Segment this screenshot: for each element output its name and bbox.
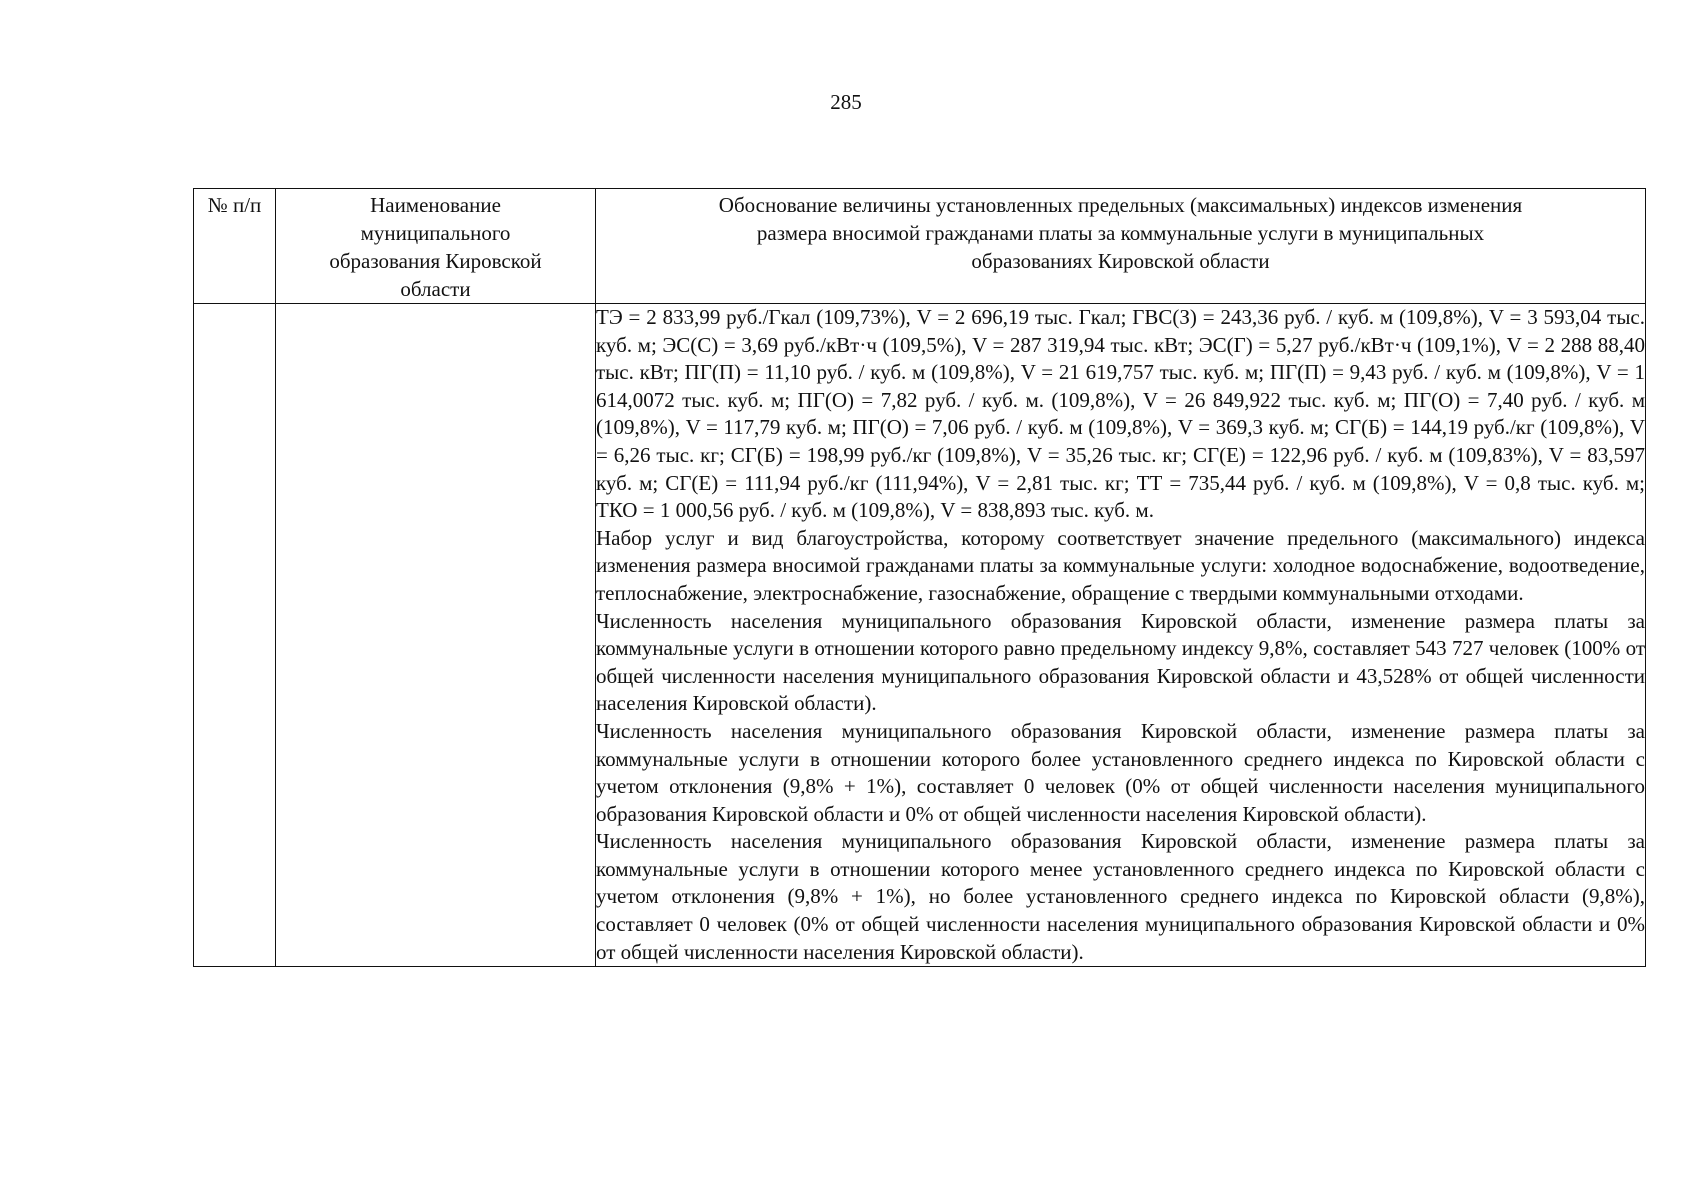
- index-justification-table: [193, 188, 1646, 967]
- row-number-cell: [194, 304, 276, 967]
- population-between-index-paragraph: Численность населения муниципального образования Кировской области, изменение размера платы за коммунальные услуги в отношении которого менее установленного среднего индекса по Кировской области с учетом отклонения (9,8% + 1%), но более установленного среднего индекса по Кировской области (9,8%), составляет 0 человек (0% от общей численности населения муниципального образования Кировской области и 0% от общей численности населения Кировской области).: [596, 829, 1645, 964]
- tariff-values-paragraph: ТЭ = 2 833,99 руб./Гкал (109,73%), V = 2 696,19 тыс. Гкал; ГВС(З) = 243,36 руб. / куб. м (109,8%), V = 3 593,04 тыс. куб. м; ЭС(С) = 3,69 руб./кВт·ч (109,5%), V = 287 319,94 тыс. кВт; ЭС(Г) = 5,27 руб./кВт·ч (109,1%), V = 2 288 88,40 тыс. кВт; ПГ(П) = 11,10 руб. / куб. м (109,8%), V = 21 619,757 тыс. куб. м; ПГ(П) = 9,43 руб. / куб. м (109,8%), V = 1 614,0072 тыс. куб. м; ПГ(О) = 7,82 руб. / куб. м. (109,8%), V = 26 849,922 тыс. куб. м; ПГ(О) = 7,40 руб. / куб. м (109,8%), V = 117,79 куб. м; ПГ(О) = 7,06 руб. / куб. м (109,8%), V = 369,3 куб. м; СГ(Б) = 144,19 руб./кг (109,8%), V = 6,26 тыс. кг; СГ(Б) = 198,99 руб./кг (109,8%), V = 35,26 тыс. кг; СГ(Е) = 122,96 руб. / куб. м (109,83%), V = 83,597 куб. м; СГ(Е) = 111,94 руб./кг (111,94%), V = 2,81 тыс. кг; ТТ = 735,44 руб. / куб. м (109,8%), V = 0,8 тыс. куб. м; ТКО = 1 000,56 руб. / куб. м (109,8%), V = 838,893 тыс. куб. м.: [596, 305, 1645, 523]
- table-row: [194, 304, 1646, 967]
- page-number: 285: [830, 90, 862, 114]
- header-justification: Обоснование величины установленных предельных (максимальных) индексов изменения размера вносимой гражданами платы за коммунальные услуги в муниципальных образованиях Кировской области: [596, 189, 1646, 304]
- row-justification-cell: [596, 304, 1646, 967]
- header-number: № п/п: [194, 189, 276, 304]
- row-name-cell: [276, 304, 596, 967]
- header-municipality-name: Наименование муниципального образования Кировской области: [276, 189, 596, 304]
- table-header-row: [194, 189, 1646, 304]
- services-set-paragraph: Набор услуг и вид благоустройства, которому соответствует значение предельного (максимального) индекса изменения размера вносимой гражданами платы за коммунальные услуги: холодное водоснабжение, водоотведение, теплоснабжение, электроснабжение, газоснабжение, обращение с твердыми коммунальными отходами.: [596, 525, 1645, 605]
- population-above-index-paragraph: Численность населения муниципального образования Кировской области, изменение размера платы за коммунальные услуги в отношении которого более установленного среднего индекса по Кировской области с учетом отклонения (9,8% + 1%), составляет 0 человек (0% от общей численности населения муниципального образования Кировской области и 0% от общей численности населения Кировской области).: [596, 718, 1645, 826]
- population-equal-index-paragraph: Численность населения муниципального образования Кировской области, изменение размера платы за коммунальные услуги в отношении которого равно предельному индексу 9,8%, составляет 543 727 человек (100% от общей численности населения муниципального образования Кировской области и 43,528% от общей численности населения Кировской области).: [596, 608, 1645, 716]
